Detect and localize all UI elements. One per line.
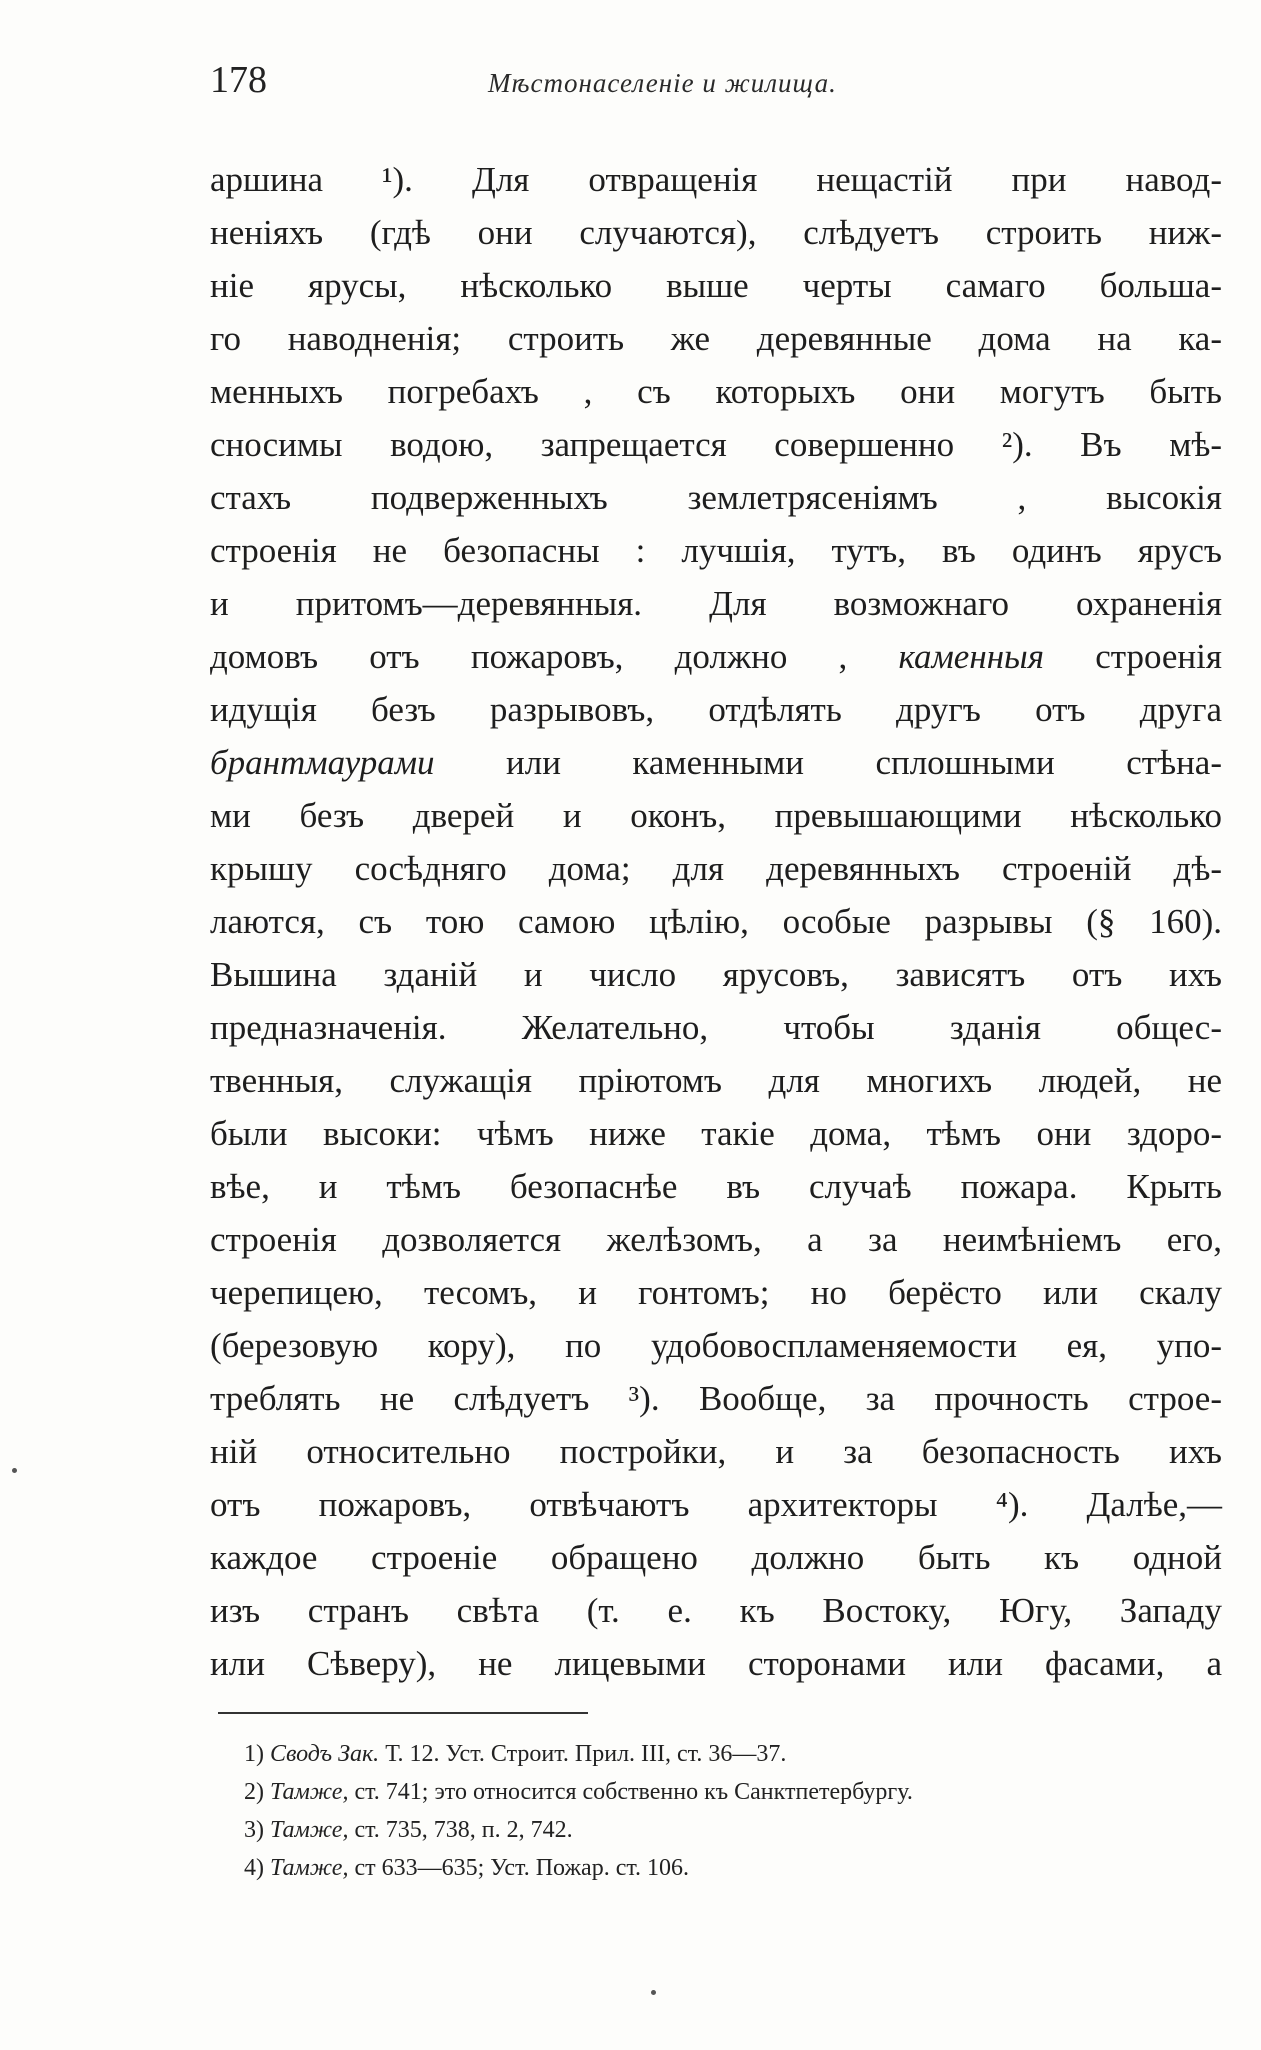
footnotes xyxy=(244,1735,1224,1887)
text-line: идущія безъ разрывовъ, отдѣлять другъ отъ друга xyxy=(210,690,1222,729)
text-line: строенія дозволяется желѣзомъ, а за неимѣніемъ его, xyxy=(210,1220,1222,1259)
text-line-with-italic: домовъ отъ пожаровъ, должно , каменныя строенія xyxy=(210,637,1222,676)
print-speck xyxy=(651,1990,656,1995)
text-line: ніе ярусы, нѣсколько выше черты самаго большa- xyxy=(210,266,1222,305)
footnote-source: Тамже, xyxy=(270,1855,349,1881)
text-line: Вышина зданій и число ярусовъ, зависятъ отъ ихъ xyxy=(210,955,1222,994)
text-line: или Сѣверу), не лицевыми сторонами или фасами, а xyxy=(210,1644,1222,1683)
text-line: вѣе, и тѣмъ безопаснѣе въ случаѣ пожара. Крыть xyxy=(210,1167,1222,1206)
text-line: неніяхъ (гдѣ они случаются), слѣдуетъ строить ниж- xyxy=(210,213,1222,252)
footnote-3 xyxy=(244,1811,1224,1849)
text-line: менныхъ погребахъ , съ которыхъ они могутъ быть xyxy=(210,372,1222,411)
text-line: предназначенія. Желательно, чтобы зданія общес- xyxy=(210,1008,1222,1047)
page-header xyxy=(210,58,980,108)
footnote-mark: 3) xyxy=(244,1817,264,1843)
page-number: 178 xyxy=(210,59,267,101)
text-line: треблять не слѣдуетъ ³). Вообще, за прочность строе- xyxy=(210,1379,1222,1418)
footnote-text: ст. 735, 738, п. 2, 742. xyxy=(348,1817,573,1843)
text-line: го наводненія; строить же деревянные дома на ка- xyxy=(210,319,1222,358)
footnote-mark: 1) xyxy=(244,1741,264,1767)
text-line: (березовую кору), по удобовоспламеняемости ея, упо- xyxy=(210,1326,1222,1365)
text-line: стахъ подверженныхъ землетрясеніямъ , высокія xyxy=(210,478,1222,517)
text-line: и притомъ—деревянныя. Для возможнаго охраненія xyxy=(210,584,1222,623)
text-line: лаются, съ тою самою цѣлію, особые разрывы (§ 160). xyxy=(210,902,1222,941)
text-line-with-italic: брантмаурами или каменными сплошными стѣна- xyxy=(210,743,1222,782)
footnote-1 xyxy=(244,1735,1224,1773)
footnote-text: Т. 12. Уст. Строит. Прил. III, ст. 36—37. xyxy=(379,1741,787,1767)
footnote-mark: 4) xyxy=(244,1855,264,1881)
text-line: аршина ¹). Для отвращенія нещастій при навод- xyxy=(210,160,1222,199)
text-line: твенныя, служащія пріютомъ для многихъ людей, не xyxy=(210,1061,1222,1100)
footnote-source: Тамже, xyxy=(270,1817,349,1843)
text-line: строенія не безопасны : лучшія, тутъ, въ одинъ ярусъ xyxy=(210,531,1222,570)
footnote-text: ст. 741; это относится собственно къ Санктпетербургу. xyxy=(348,1779,913,1805)
footnote-4 xyxy=(244,1849,1224,1887)
footnote-rule xyxy=(218,1712,588,1714)
footnote-2 xyxy=(244,1773,1224,1811)
text-line: крышу сосѣдняго дома; для деревянныхъ строеній дѣ- xyxy=(210,849,1222,888)
text-line: ми безъ дверей и оконъ, превышающими нѣсколько xyxy=(210,796,1222,835)
text-line: ній относительно постройки, и за безопасность ихъ xyxy=(210,1432,1222,1471)
italic-term: каменныя xyxy=(898,637,1045,676)
text-line: изъ странъ свѣта (т. е. къ Востоку, Югу, Западу xyxy=(210,1591,1222,1630)
text-line: черепицею, тесомъ, и гонтомъ; но берёсто или скалу xyxy=(210,1273,1222,1312)
italic-term: брантмаурами xyxy=(210,743,435,782)
footnote-text: ст 633—635; Уст. Пожар. ст. 106. xyxy=(348,1855,690,1881)
text-line: отъ пожаровъ, отвѣчаютъ архитекторы ⁴). Далѣе,— xyxy=(210,1485,1222,1524)
body-text xyxy=(210,153,1222,1690)
print-speck xyxy=(12,1468,17,1473)
text-line: сносимы водою, запрещается совершенно ²). Въ мѣ- xyxy=(210,425,1222,464)
running-title: Мѣстонаселенiе и жилища. xyxy=(488,68,837,98)
footnote-source: Тамже, xyxy=(270,1779,349,1805)
text-line: каждое строеніе обращено должно быть къ одной xyxy=(210,1538,1222,1577)
footnote-mark: 2) xyxy=(244,1779,264,1805)
text-line: были высоки: чѣмъ ниже такіе дома, тѣмъ они здоро- xyxy=(210,1114,1222,1153)
footnote-source: Сводъ Зак. xyxy=(270,1741,380,1767)
